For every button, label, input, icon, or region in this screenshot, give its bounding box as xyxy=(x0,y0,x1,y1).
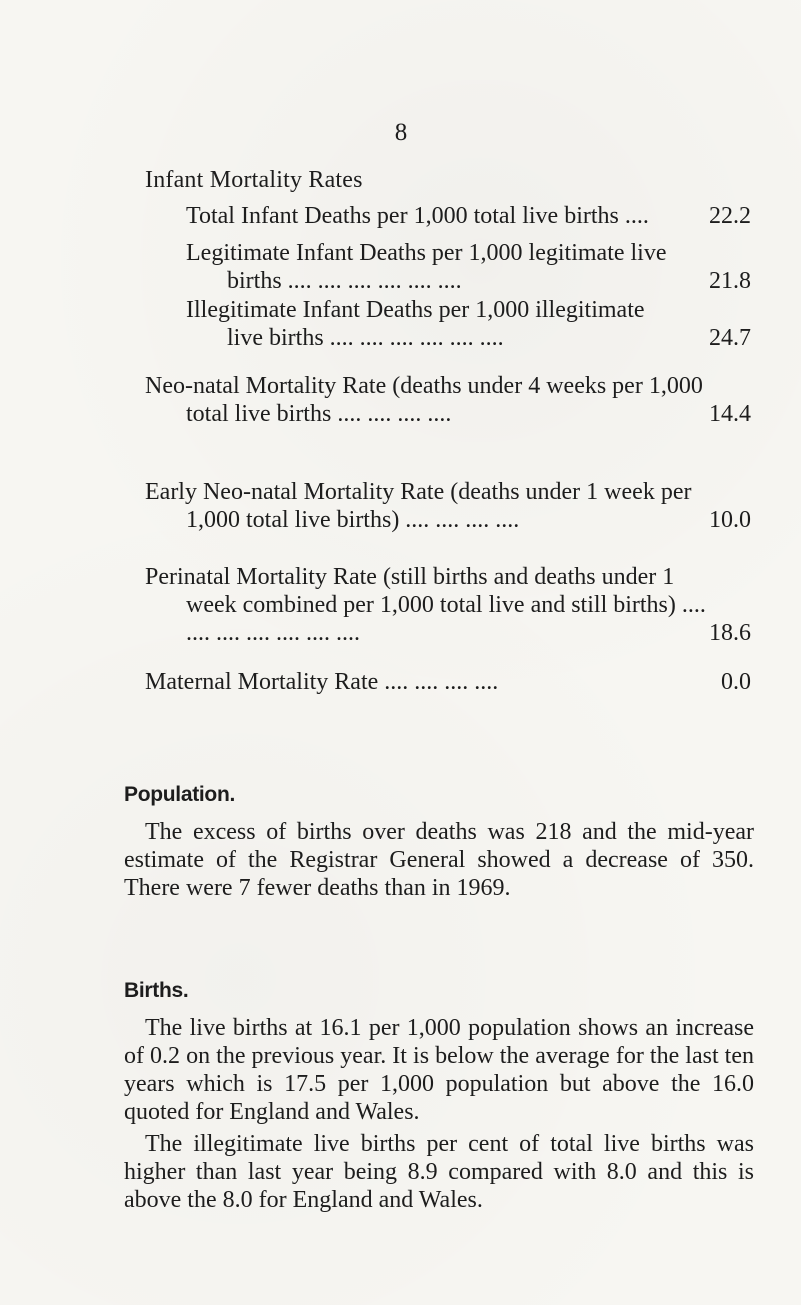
neonatal-mortality-value: 14.4 xyxy=(709,401,751,427)
early-neonatal-mortality-label: Early Neo-natal Mortality Rate (deaths under 1 week per 1,000 total live births) .... .... .... .... xyxy=(145,479,692,533)
births-paragraph-2: The illegitimate live births per cent of total live births was higher than last year being 8.9 compared with 8.0 and this is above the 8.0 for England and Wales. xyxy=(124,1131,754,1213)
early-neonatal-mortality-value: 10.0 xyxy=(709,507,751,533)
neonatal-mortality-row xyxy=(145,372,751,428)
maternal-mortality-row xyxy=(145,668,751,696)
neonatal-mortality-label: Neo-natal Mortality Rate (deaths under 4 weeks per 1,000 total live births .... .... .... .... xyxy=(145,373,703,427)
perinatal-mortality-value: 18.6 xyxy=(709,620,751,646)
maternal-mortality-label: Maternal Mortality Rate .... .... .... .... xyxy=(145,669,499,695)
total-infant-deaths-row xyxy=(186,202,751,230)
perinatal-mortality-label: Perinatal Mortality Rate (still births and deaths under 1 week combined per 1,000 total live and still births) .... .... .... .... .... .... .... xyxy=(145,564,706,646)
births-paragraph-1: The live births at 16.1 per 1,000 population shows an increase of 0.2 on the previous year. It is below the average for the last ten years which is 17.5 per 1,000 population but above the 16.0 quoted for England and Wales. xyxy=(124,1015,754,1125)
legitimate-infant-deaths-value: 21.8 xyxy=(709,268,751,294)
population-paragraph: The excess of births over deaths was 218 and the mid-year estimate of the Registrar General showed a decrease of 350. There were 7 fewer deaths than in 1969. xyxy=(124,819,754,901)
births-heading: Births. xyxy=(124,979,189,1002)
legitimate-infant-deaths-label: Legitimate Infant Deaths per 1,000 legitimate live births .... .... .... .... .... .... xyxy=(186,240,667,294)
total-infant-deaths-value: 22.2 xyxy=(709,203,751,229)
maternal-mortality-value: 0.0 xyxy=(721,669,751,695)
total-infant-deaths-label: Total Infant Deaths per 1,000 total live births .... xyxy=(186,203,649,229)
page-number: 8 xyxy=(394,119,408,146)
perinatal-mortality-row xyxy=(145,563,751,647)
population-heading: Population. xyxy=(124,783,236,806)
illegitimate-infant-deaths-value: 24.7 xyxy=(709,325,751,351)
legitimate-infant-deaths-row xyxy=(186,239,751,295)
infant-mortality-heading: Infant Mortality Rates xyxy=(145,167,363,193)
early-neonatal-mortality-row xyxy=(145,478,751,534)
illegitimate-infant-deaths-label: Illegitimate Infant Deaths per 1,000 illegitimate live births .... .... .... .... .... .... xyxy=(186,297,645,351)
illegitimate-infant-deaths-row xyxy=(186,296,751,352)
